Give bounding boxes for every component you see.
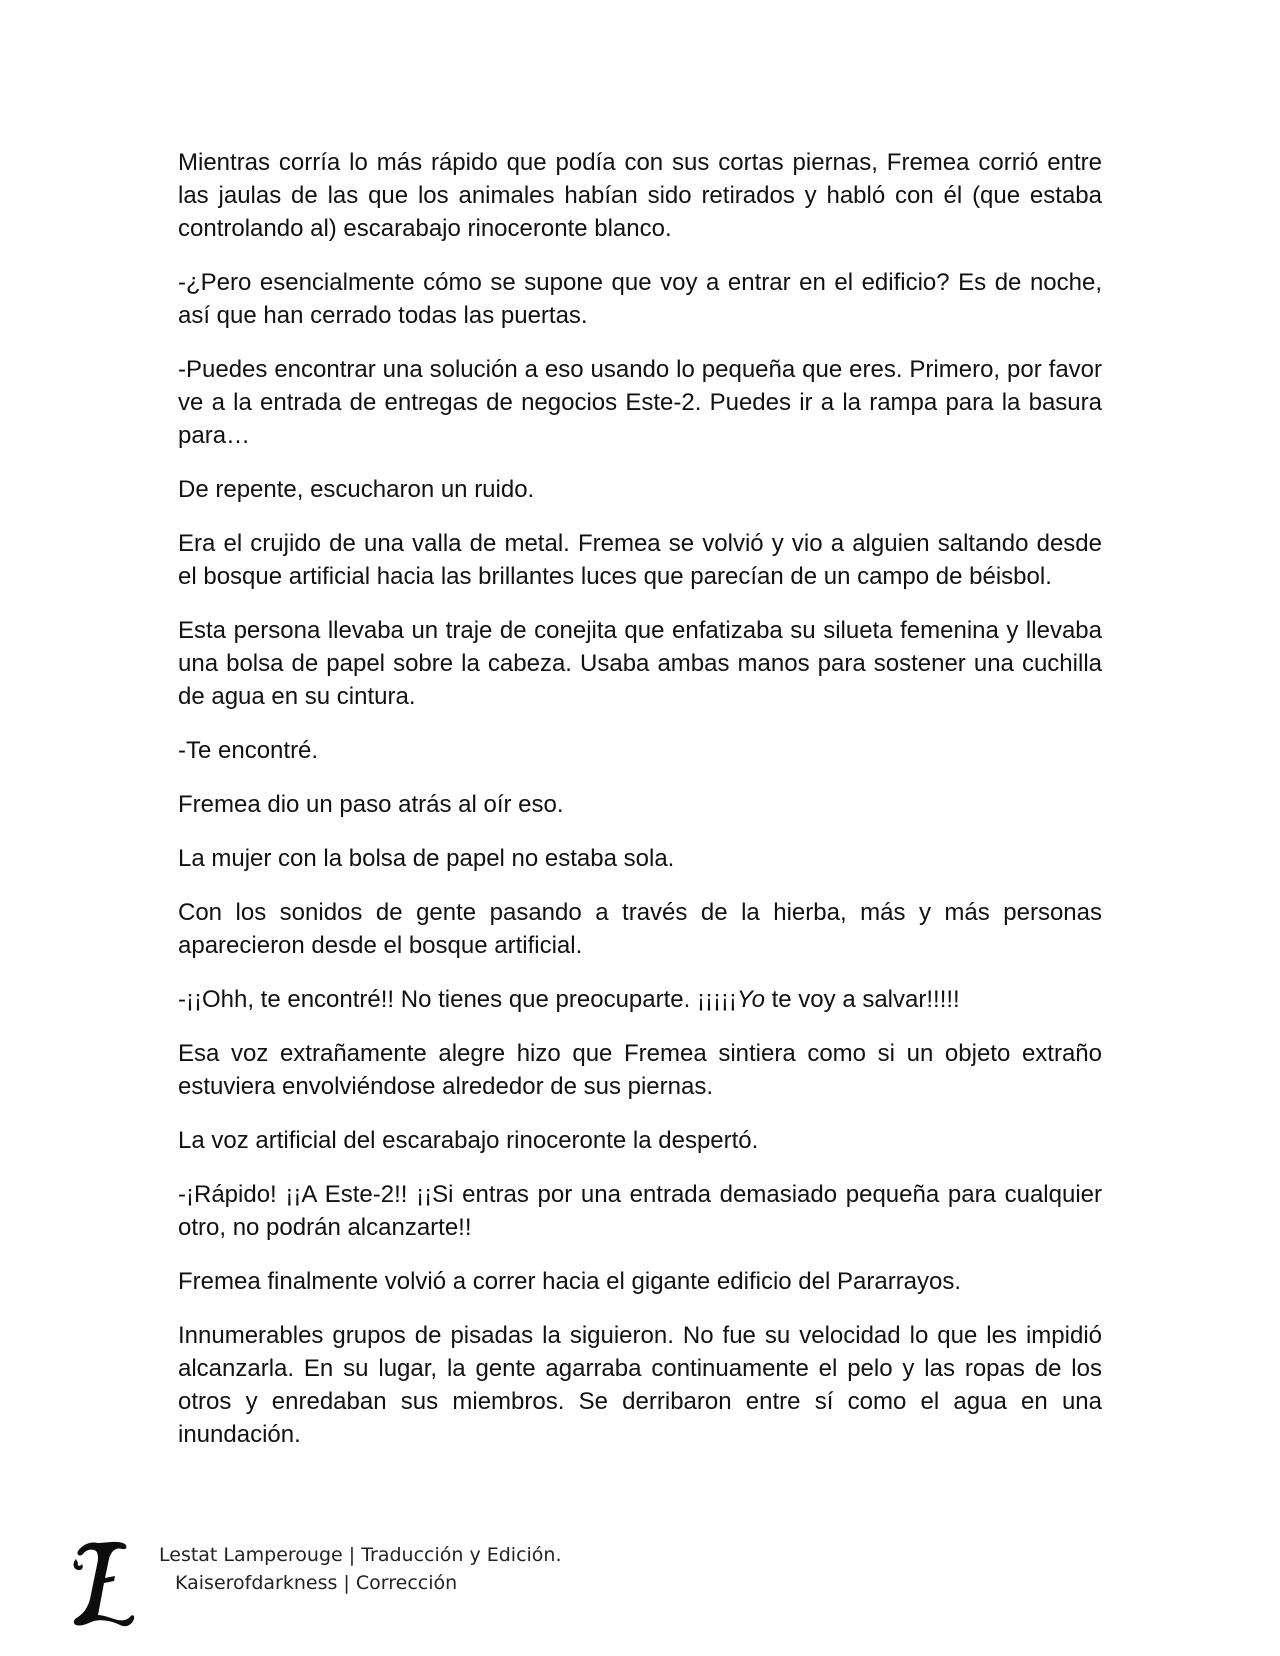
paragraph-11-before: -¡¡Ohh, te encontré!! No tienes que preocuparte. ¡¡¡¡¡ <box>178 986 737 1013</box>
paragraph-15: Fremea finalmente volvió a correr hacia el gigante edificio del Pararrayos. <box>178 1268 962 1295</box>
credits <box>159 1541 562 1597</box>
paragraph-11-after: te voy a salvar!!!!! <box>764 986 960 1013</box>
paragraph-4: De repente, escucharon un ruido. <box>178 476 535 503</box>
paragraph-2: -¿Pero esencialmente cómo se supone que voy a entrar en el edificio? Es de noche, así que han cerrado todas las puertas. <box>178 269 1102 329</box>
paragraph-5: Era el crujido de una valla de metal. Fremea se volvió y vio a alguien saltando desde el bosque artificial hacia las brillantes luces que parecían de un campo de béisbol. <box>178 530 1102 590</box>
paragraph-11-italic: Yo <box>736 986 765 1013</box>
paragraph-7: -Te encontré. <box>178 737 319 764</box>
paragraph-1: Mientras corría lo más rápido que podía con sus cortas piernas, Fremea corrió entre las jaulas de las que los animales habían sido retirados y habló con él (que estaba controlando al) escarabajo rinoceronte blanco. <box>178 149 1102 242</box>
paragraph-9: La mujer con la bolsa de papel no estaba sola. <box>178 845 675 872</box>
gothic-l-logo <box>68 1537 136 1631</box>
paragraph-14: -¡Rápido! ¡¡A Este-2!! ¡¡Si entras por una entrada demasiado pequeña para cualquier otro, no podrán alcanzarte!! <box>178 1181 1102 1241</box>
page-body <box>178 146 1102 1451</box>
paragraph-13: La voz artificial del escarabajo rinoceronte la despertó. <box>178 1127 759 1154</box>
paragraph-10: Con los sonidos de gente pasando a través de la hierba, más y más personas aparecieron desde el bosque artificial. <box>178 899 1102 959</box>
paragraph-16: Innumerables grupos de pisadas la siguieron. No fue su velocidad lo que les impidió alcanzarla. En su lugar, la gente agarraba continuamente el pelo y las ropas de los otros y enredaban sus miembros. Se derribaron entre sí como el agua en una inundación. <box>178 1322 1102 1448</box>
paragraph-12: Esa voz extrañamente alegre hizo que Fremea sintiera como si un objeto extraño estuviera envolviéndose alrededor de sus piernas. <box>178 1040 1102 1100</box>
credit-translation: Lestat Lamperouge | Traducción y Edición. <box>159 1544 562 1566</box>
paragraph-6: Esta persona llevaba un traje de conejita que enfatizaba su silueta femenina y llevaba una bolsa de papel sobre la cabeza. Usaba ambas manos para sostener una cuchilla de agua en su cintura. <box>178 617 1102 710</box>
page-footer <box>64 1537 764 1637</box>
paragraph-11 <box>178 983 1102 1016</box>
credit-correction: Kaiserofdarkness | Corrección <box>175 1572 458 1594</box>
paragraph-8: Fremea dio un paso atrás al oír eso. <box>178 791 564 818</box>
paragraph-3: -Puedes encontrar una solución a eso usando lo pequeña que eres. Primero, por favor ve a la entrada de entregas de negocios Este-2. Puedes ir a la rampa para la basura para… <box>178 356 1102 449</box>
